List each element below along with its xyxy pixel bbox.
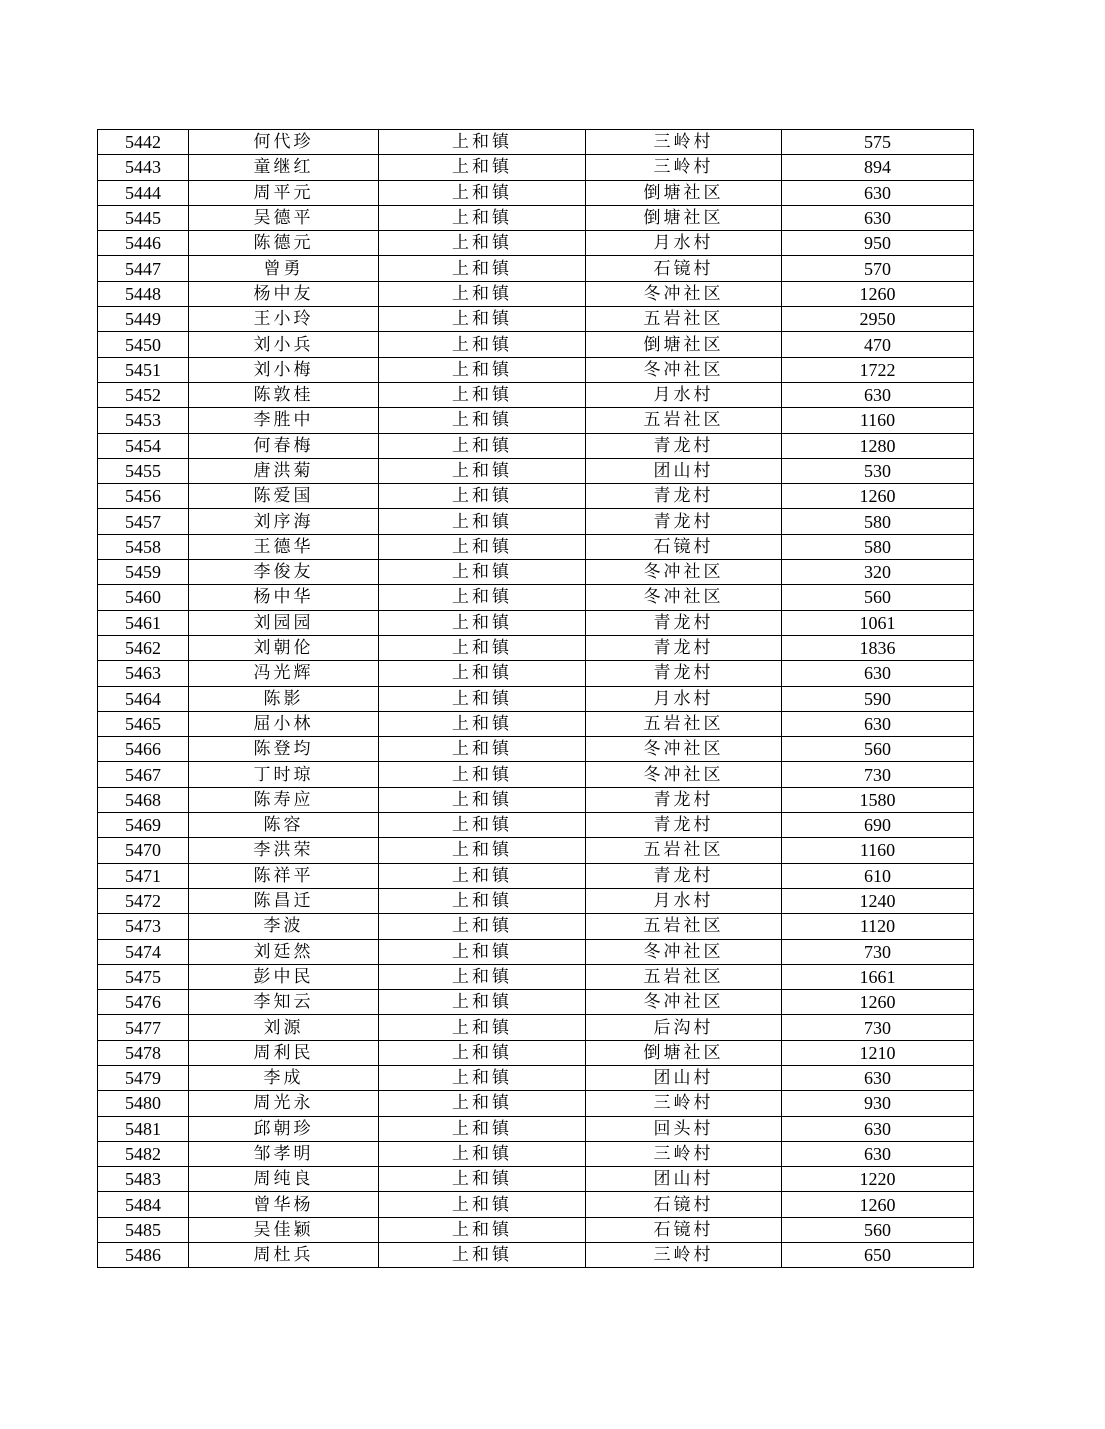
cell-name: 刘廷然 bbox=[189, 939, 379, 964]
cell-amount: 1836 bbox=[782, 635, 974, 660]
cell-name: 陈敦桂 bbox=[189, 382, 379, 407]
cell-amount: 530 bbox=[782, 458, 974, 483]
cell-town: 上和镇 bbox=[379, 382, 586, 407]
cell-village: 石镜村 bbox=[586, 1217, 782, 1242]
cell-amount: 1160 bbox=[782, 408, 974, 433]
cell-amount: 1260 bbox=[782, 484, 974, 509]
cell-name: 刘序海 bbox=[189, 509, 379, 534]
cell-town: 上和镇 bbox=[379, 1192, 586, 1217]
cell-amount: 1280 bbox=[782, 433, 974, 458]
cell-id: 5471 bbox=[98, 863, 189, 888]
cell-id: 5476 bbox=[98, 990, 189, 1015]
cell-village: 倒塘社区 bbox=[586, 180, 782, 205]
cell-town: 上和镇 bbox=[379, 458, 586, 483]
table-row bbox=[98, 762, 974, 787]
cell-id: 5458 bbox=[98, 534, 189, 559]
cell-id: 5474 bbox=[98, 939, 189, 964]
cell-id: 5482 bbox=[98, 1141, 189, 1166]
table-row bbox=[98, 332, 974, 357]
cell-id: 5473 bbox=[98, 914, 189, 939]
cell-village: 三岭村 bbox=[586, 1091, 782, 1116]
cell-town: 上和镇 bbox=[379, 813, 586, 838]
cell-name: 吴德平 bbox=[189, 205, 379, 230]
cell-town: 上和镇 bbox=[379, 1167, 586, 1192]
table-row bbox=[98, 737, 974, 762]
cell-village: 青龙村 bbox=[586, 509, 782, 534]
cell-name: 周利民 bbox=[189, 1040, 379, 1065]
cell-village: 三岭村 bbox=[586, 155, 782, 180]
cell-town: 上和镇 bbox=[379, 888, 586, 913]
cell-town: 上和镇 bbox=[379, 281, 586, 306]
cell-town: 上和镇 bbox=[379, 610, 586, 635]
cell-town: 上和镇 bbox=[379, 205, 586, 230]
table-row bbox=[98, 281, 974, 306]
cell-amount: 610 bbox=[782, 863, 974, 888]
cell-village: 团山村 bbox=[586, 1065, 782, 1090]
cell-village: 青龙村 bbox=[586, 610, 782, 635]
cell-amount: 2950 bbox=[782, 307, 974, 332]
cell-town: 上和镇 bbox=[379, 914, 586, 939]
cell-amount: 1722 bbox=[782, 357, 974, 382]
cell-name: 曾勇 bbox=[189, 256, 379, 281]
cell-town: 上和镇 bbox=[379, 1243, 586, 1268]
table-row bbox=[98, 914, 974, 939]
cell-id: 5452 bbox=[98, 382, 189, 407]
cell-name: 陈寿应 bbox=[189, 787, 379, 812]
cell-amount: 930 bbox=[782, 1091, 974, 1116]
cell-id: 5447 bbox=[98, 256, 189, 281]
cell-id: 5483 bbox=[98, 1167, 189, 1192]
cell-town: 上和镇 bbox=[379, 1065, 586, 1090]
table-row bbox=[98, 231, 974, 256]
cell-town: 上和镇 bbox=[379, 1116, 586, 1141]
cell-name: 王小玲 bbox=[189, 307, 379, 332]
cell-name: 周光永 bbox=[189, 1091, 379, 1116]
cell-town: 上和镇 bbox=[379, 686, 586, 711]
table-row bbox=[98, 357, 974, 382]
cell-town: 上和镇 bbox=[379, 990, 586, 1015]
cell-id: 5448 bbox=[98, 281, 189, 306]
cell-name: 杨中华 bbox=[189, 585, 379, 610]
cell-town: 上和镇 bbox=[379, 863, 586, 888]
table-row bbox=[98, 939, 974, 964]
cell-amount: 1260 bbox=[782, 1192, 974, 1217]
cell-village: 冬冲社区 bbox=[586, 939, 782, 964]
cell-village: 青龙村 bbox=[586, 863, 782, 888]
cell-id: 5470 bbox=[98, 838, 189, 863]
cell-town: 上和镇 bbox=[379, 256, 586, 281]
cell-id: 5472 bbox=[98, 888, 189, 913]
table-row bbox=[98, 964, 974, 989]
cell-village: 冬冲社区 bbox=[586, 737, 782, 762]
cell-village: 月水村 bbox=[586, 382, 782, 407]
cell-town: 上和镇 bbox=[379, 509, 586, 534]
cell-village: 青龙村 bbox=[586, 433, 782, 458]
table-row bbox=[98, 484, 974, 509]
cell-town: 上和镇 bbox=[379, 737, 586, 762]
cell-village: 石镜村 bbox=[586, 534, 782, 559]
cell-name: 杨中友 bbox=[189, 281, 379, 306]
cell-village: 后沟村 bbox=[586, 1015, 782, 1040]
cell-name: 童继红 bbox=[189, 155, 379, 180]
cell-id: 5480 bbox=[98, 1091, 189, 1116]
document-page bbox=[97, 129, 973, 1268]
cell-id: 5479 bbox=[98, 1065, 189, 1090]
cell-id: 5461 bbox=[98, 610, 189, 635]
cell-name: 陈祥平 bbox=[189, 863, 379, 888]
cell-name: 李成 bbox=[189, 1065, 379, 1090]
cell-village: 五岩社区 bbox=[586, 408, 782, 433]
cell-id: 5460 bbox=[98, 585, 189, 610]
cell-village: 石镜村 bbox=[586, 1192, 782, 1217]
cell-id: 5457 bbox=[98, 509, 189, 534]
cell-town: 上和镇 bbox=[379, 484, 586, 509]
cell-town: 上和镇 bbox=[379, 1015, 586, 1040]
cell-id: 5477 bbox=[98, 1015, 189, 1040]
cell-town: 上和镇 bbox=[379, 635, 586, 660]
cell-village: 冬冲社区 bbox=[586, 560, 782, 585]
table-row bbox=[98, 1015, 974, 1040]
cell-amount: 1120 bbox=[782, 914, 974, 939]
table-row bbox=[98, 1116, 974, 1141]
cell-town: 上和镇 bbox=[379, 762, 586, 787]
cell-id: 5486 bbox=[98, 1243, 189, 1268]
cell-name: 刘朝伦 bbox=[189, 635, 379, 660]
cell-amount: 650 bbox=[782, 1243, 974, 1268]
cell-name: 陈德元 bbox=[189, 231, 379, 256]
cell-name: 陈容 bbox=[189, 813, 379, 838]
table-row bbox=[98, 205, 974, 230]
cell-amount: 630 bbox=[782, 1116, 974, 1141]
cell-name: 李俊友 bbox=[189, 560, 379, 585]
cell-village: 三岭村 bbox=[586, 1243, 782, 1268]
table-row bbox=[98, 382, 974, 407]
cell-id: 5442 bbox=[98, 130, 189, 155]
cell-amount: 630 bbox=[782, 205, 974, 230]
cell-name: 丁时琼 bbox=[189, 762, 379, 787]
cell-amount: 690 bbox=[782, 813, 974, 838]
cell-village: 冬冲社区 bbox=[586, 585, 782, 610]
cell-amount: 1210 bbox=[782, 1040, 974, 1065]
cell-amount: 730 bbox=[782, 939, 974, 964]
cell-id: 5485 bbox=[98, 1217, 189, 1242]
cell-village: 月水村 bbox=[586, 231, 782, 256]
cell-id: 5456 bbox=[98, 484, 189, 509]
cell-id: 5465 bbox=[98, 711, 189, 736]
table-body bbox=[98, 130, 974, 1268]
cell-amount: 730 bbox=[782, 762, 974, 787]
table-row bbox=[98, 686, 974, 711]
cell-id: 5467 bbox=[98, 762, 189, 787]
cell-town: 上和镇 bbox=[379, 307, 586, 332]
cell-id: 5449 bbox=[98, 307, 189, 332]
cell-village: 五岩社区 bbox=[586, 711, 782, 736]
table-row bbox=[98, 1040, 974, 1065]
table-row bbox=[98, 661, 974, 686]
cell-amount: 560 bbox=[782, 737, 974, 762]
cell-town: 上和镇 bbox=[379, 838, 586, 863]
cell-name: 彭中民 bbox=[189, 964, 379, 989]
table-row bbox=[98, 990, 974, 1015]
cell-amount: 570 bbox=[782, 256, 974, 281]
table-row bbox=[98, 585, 974, 610]
cell-id: 5481 bbox=[98, 1116, 189, 1141]
table-row bbox=[98, 433, 974, 458]
cell-town: 上和镇 bbox=[379, 787, 586, 812]
cell-amount: 470 bbox=[782, 332, 974, 357]
cell-amount: 1260 bbox=[782, 990, 974, 1015]
cell-id: 5475 bbox=[98, 964, 189, 989]
table-row bbox=[98, 838, 974, 863]
cell-amount: 580 bbox=[782, 534, 974, 559]
cell-id: 5466 bbox=[98, 737, 189, 762]
cell-town: 上和镇 bbox=[379, 231, 586, 256]
table-row bbox=[98, 130, 974, 155]
cell-village: 冬冲社区 bbox=[586, 357, 782, 382]
cell-village: 倒塘社区 bbox=[586, 332, 782, 357]
table-row bbox=[98, 1192, 974, 1217]
cell-amount: 560 bbox=[782, 585, 974, 610]
table-row bbox=[98, 408, 974, 433]
cell-amount: 1160 bbox=[782, 838, 974, 863]
cell-village: 月水村 bbox=[586, 888, 782, 913]
table-row bbox=[98, 888, 974, 913]
cell-town: 上和镇 bbox=[379, 1040, 586, 1065]
cell-amount: 630 bbox=[782, 1141, 974, 1166]
cell-name: 李胜中 bbox=[189, 408, 379, 433]
table-row bbox=[98, 1217, 974, 1242]
table-row bbox=[98, 635, 974, 660]
cell-name: 李洪荣 bbox=[189, 838, 379, 863]
cell-id: 5454 bbox=[98, 433, 189, 458]
table-row bbox=[98, 560, 974, 585]
cell-village: 团山村 bbox=[586, 1167, 782, 1192]
cell-id: 5463 bbox=[98, 661, 189, 686]
cell-name: 周纯良 bbox=[189, 1167, 379, 1192]
cell-village: 冬冲社区 bbox=[586, 281, 782, 306]
cell-name: 刘小兵 bbox=[189, 332, 379, 357]
cell-name: 刘小梅 bbox=[189, 357, 379, 382]
cell-amount: 1580 bbox=[782, 787, 974, 812]
cell-village: 五岩社区 bbox=[586, 307, 782, 332]
cell-amount: 1240 bbox=[782, 888, 974, 913]
cell-town: 上和镇 bbox=[379, 332, 586, 357]
cell-village: 五岩社区 bbox=[586, 914, 782, 939]
cell-amount: 1260 bbox=[782, 281, 974, 306]
table-row bbox=[98, 307, 974, 332]
table-row bbox=[98, 1091, 974, 1116]
cell-id: 5453 bbox=[98, 408, 189, 433]
table-row bbox=[98, 180, 974, 205]
table-row bbox=[98, 256, 974, 281]
cell-id: 5484 bbox=[98, 1192, 189, 1217]
cell-town: 上和镇 bbox=[379, 357, 586, 382]
cell-name: 唐洪菊 bbox=[189, 458, 379, 483]
cell-name: 李知云 bbox=[189, 990, 379, 1015]
cell-town: 上和镇 bbox=[379, 130, 586, 155]
cell-name: 王德华 bbox=[189, 534, 379, 559]
cell-village: 青龙村 bbox=[586, 787, 782, 812]
cell-village: 青龙村 bbox=[586, 484, 782, 509]
cell-id: 5464 bbox=[98, 686, 189, 711]
cell-village: 倒塘社区 bbox=[586, 205, 782, 230]
cell-id: 5451 bbox=[98, 357, 189, 382]
cell-village: 冬冲社区 bbox=[586, 990, 782, 1015]
table-row bbox=[98, 1243, 974, 1268]
table-row bbox=[98, 813, 974, 838]
cell-name: 刘源 bbox=[189, 1015, 379, 1040]
cell-name: 邱朝珍 bbox=[189, 1116, 379, 1141]
cell-name: 何春梅 bbox=[189, 433, 379, 458]
cell-amount: 630 bbox=[782, 711, 974, 736]
cell-id: 5450 bbox=[98, 332, 189, 357]
cell-town: 上和镇 bbox=[379, 155, 586, 180]
cell-name: 李波 bbox=[189, 914, 379, 939]
cell-village: 五岩社区 bbox=[586, 964, 782, 989]
cell-amount: 575 bbox=[782, 130, 974, 155]
table-row bbox=[98, 458, 974, 483]
cell-village: 石镜村 bbox=[586, 256, 782, 281]
cell-town: 上和镇 bbox=[379, 408, 586, 433]
cell-town: 上和镇 bbox=[379, 1217, 586, 1242]
cell-town: 上和镇 bbox=[379, 939, 586, 964]
cell-town: 上和镇 bbox=[379, 1141, 586, 1166]
cell-name: 陈昌迁 bbox=[189, 888, 379, 913]
cell-amount: 560 bbox=[782, 1217, 974, 1242]
cell-town: 上和镇 bbox=[379, 711, 586, 736]
cell-name: 邹孝明 bbox=[189, 1141, 379, 1166]
cell-village: 青龙村 bbox=[586, 635, 782, 660]
cell-name: 冯光辉 bbox=[189, 661, 379, 686]
cell-town: 上和镇 bbox=[379, 560, 586, 585]
cell-amount: 630 bbox=[782, 382, 974, 407]
cell-name: 屈小林 bbox=[189, 711, 379, 736]
cell-id: 5444 bbox=[98, 180, 189, 205]
cell-town: 上和镇 bbox=[379, 433, 586, 458]
cell-id: 5459 bbox=[98, 560, 189, 585]
cell-amount: 1220 bbox=[782, 1167, 974, 1192]
cell-amount: 730 bbox=[782, 1015, 974, 1040]
cell-name: 陈登均 bbox=[189, 737, 379, 762]
table-row bbox=[98, 711, 974, 736]
cell-amount: 630 bbox=[782, 180, 974, 205]
cell-name: 陈爱国 bbox=[189, 484, 379, 509]
cell-town: 上和镇 bbox=[379, 180, 586, 205]
cell-amount: 894 bbox=[782, 155, 974, 180]
cell-id: 5443 bbox=[98, 155, 189, 180]
table-row bbox=[98, 1167, 974, 1192]
cell-village: 青龙村 bbox=[586, 813, 782, 838]
cell-id: 5446 bbox=[98, 231, 189, 256]
cell-town: 上和镇 bbox=[379, 534, 586, 559]
cell-id: 5478 bbox=[98, 1040, 189, 1065]
cell-name: 周杜兵 bbox=[189, 1243, 379, 1268]
cell-amount: 320 bbox=[782, 560, 974, 585]
data-table bbox=[97, 129, 974, 1268]
cell-id: 5455 bbox=[98, 458, 189, 483]
cell-village: 回头村 bbox=[586, 1116, 782, 1141]
cell-amount: 630 bbox=[782, 1065, 974, 1090]
cell-town: 上和镇 bbox=[379, 585, 586, 610]
cell-town: 上和镇 bbox=[379, 661, 586, 686]
cell-name: 曾华杨 bbox=[189, 1192, 379, 1217]
cell-amount: 950 bbox=[782, 231, 974, 256]
cell-village: 团山村 bbox=[586, 458, 782, 483]
cell-name: 刘园园 bbox=[189, 610, 379, 635]
cell-village: 五岩社区 bbox=[586, 838, 782, 863]
cell-amount: 590 bbox=[782, 686, 974, 711]
cell-town: 上和镇 bbox=[379, 964, 586, 989]
table-row bbox=[98, 787, 974, 812]
cell-id: 5462 bbox=[98, 635, 189, 660]
cell-amount: 630 bbox=[782, 661, 974, 686]
cell-amount: 1061 bbox=[782, 610, 974, 635]
table-row bbox=[98, 1065, 974, 1090]
cell-name: 何代珍 bbox=[189, 130, 379, 155]
cell-village: 倒塘社区 bbox=[586, 1040, 782, 1065]
cell-village: 冬冲社区 bbox=[586, 762, 782, 787]
cell-id: 5445 bbox=[98, 205, 189, 230]
table-row bbox=[98, 863, 974, 888]
table-row bbox=[98, 155, 974, 180]
cell-id: 5468 bbox=[98, 787, 189, 812]
cell-village: 青龙村 bbox=[586, 661, 782, 686]
cell-id: 5469 bbox=[98, 813, 189, 838]
cell-name: 吴佳颖 bbox=[189, 1217, 379, 1242]
table-row bbox=[98, 534, 974, 559]
cell-amount: 1661 bbox=[782, 964, 974, 989]
cell-village: 三岭村 bbox=[586, 130, 782, 155]
table-row bbox=[98, 610, 974, 635]
table-row bbox=[98, 1141, 974, 1166]
cell-village: 月水村 bbox=[586, 686, 782, 711]
cell-name: 周平元 bbox=[189, 180, 379, 205]
cell-town: 上和镇 bbox=[379, 1091, 586, 1116]
cell-village: 三岭村 bbox=[586, 1141, 782, 1166]
cell-amount: 580 bbox=[782, 509, 974, 534]
cell-name: 陈影 bbox=[189, 686, 379, 711]
table-row bbox=[98, 509, 974, 534]
